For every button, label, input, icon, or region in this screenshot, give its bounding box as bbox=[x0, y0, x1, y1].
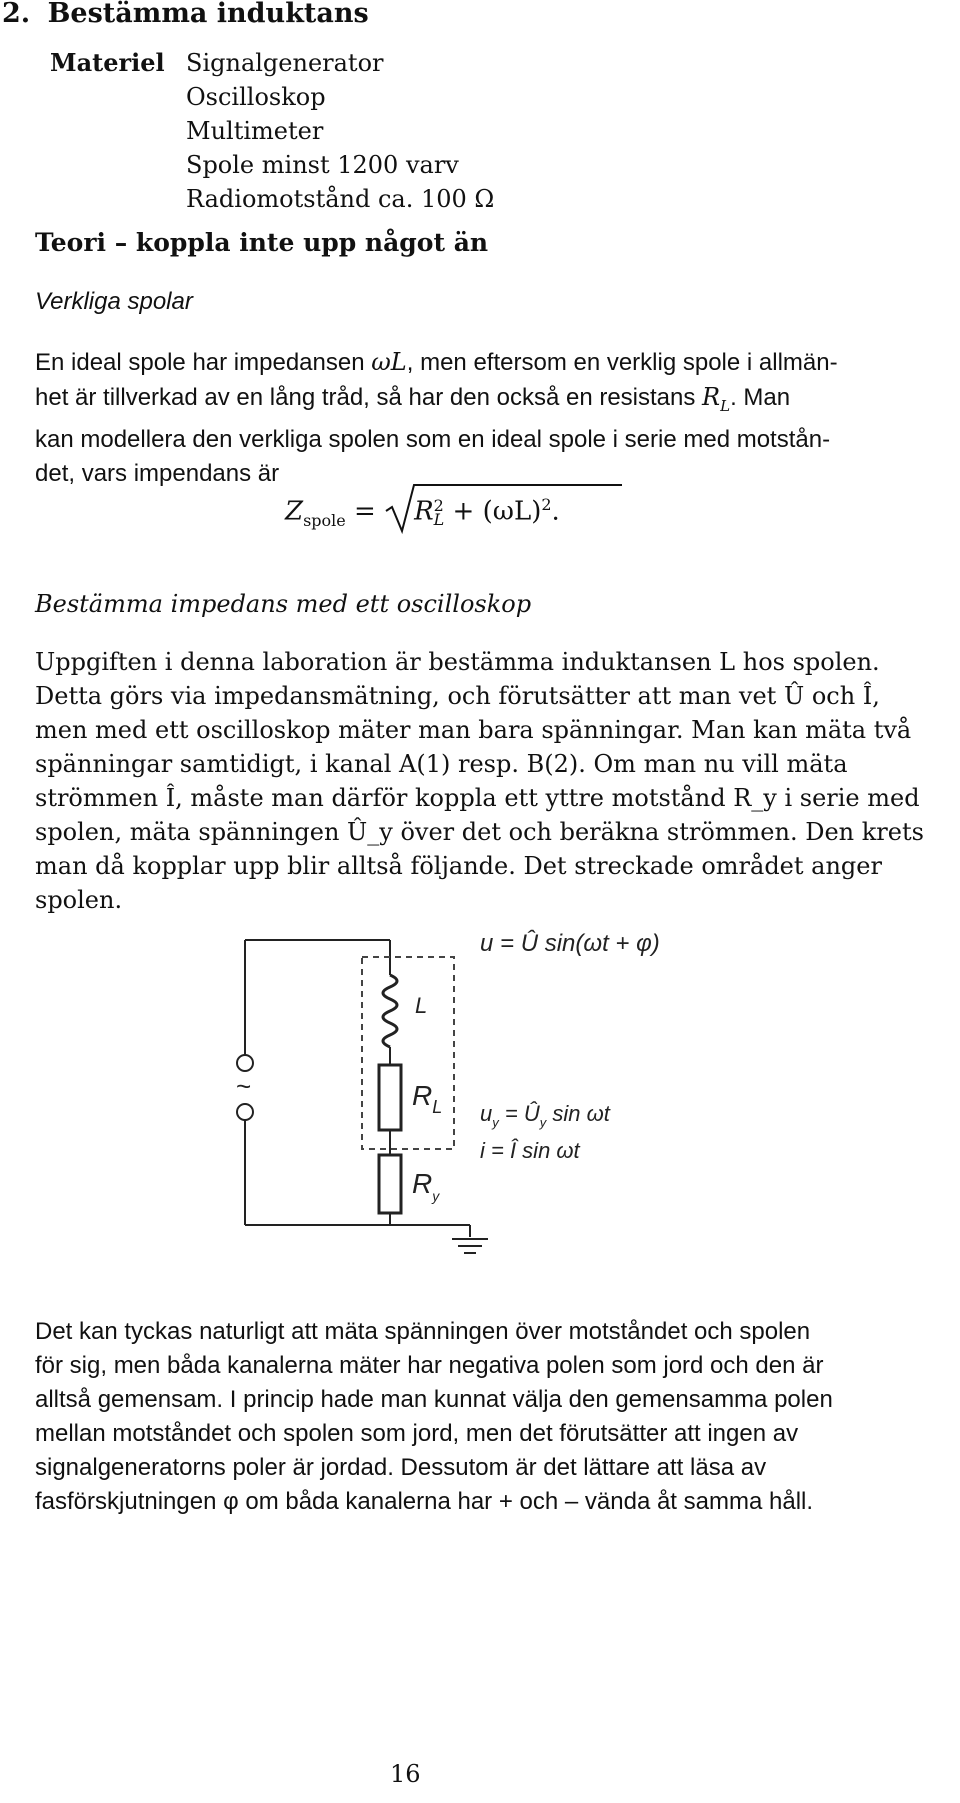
sqrt-expression bbox=[384, 495, 560, 527]
text-line: man då kopplar upp blir alltså följande. Det streckade området anger bbox=[35, 852, 882, 880]
page-number: 16 bbox=[390, 1760, 421, 1788]
eq-lhs: Z bbox=[285, 496, 304, 527]
coil-dashed-region bbox=[362, 957, 454, 1149]
section-heading bbox=[2, 0, 369, 29]
text-line: strömmen Î, måste man därför koppla ett yttre motstånd R_y i serie med bbox=[35, 784, 920, 812]
text-line: det, vars impendans är bbox=[35, 459, 280, 487]
materials-item: Multimeter bbox=[186, 117, 324, 145]
materials-item: Radiomotstånd ca. 100 Ω bbox=[186, 185, 495, 213]
real-coils-paragraph: En ideal spole har impedansen ωL, men eftersom en verklig spole i allmän- het är tillverkad av en lång tråd, så har den också en resistans $R_L$. Man kan modellera den verkliga spolen som en ideal spole i serie med motstån- det, vars impendans är bbox=[35, 345, 930, 491]
text-line: spolen, mäta spänningen Û_y över det och beräkna strömmen. Den krets bbox=[35, 818, 924, 846]
eq-rhs: R bbox=[414, 496, 434, 527]
closing-paragraph bbox=[35, 1315, 930, 1519]
eq-rhs-tail-sup: 2 bbox=[541, 495, 552, 514]
text-line: mellan motståndet och spolen som jord, men det förutsätter att ingen av bbox=[35, 1420, 799, 1447]
real-coils-heading: Verkliga spolar bbox=[35, 288, 193, 315]
theory-heading: Teori – koppla inte upp något än bbox=[35, 228, 489, 257]
uy-formula: $u_y$ = $Û_y$ sin ωt bbox=[480, 1101, 610, 1130]
text-line: kan modellera den verkliga spolen som en ideal spole i serie med motstån- bbox=[35, 425, 831, 453]
text-line: Detta görs via impedansmätning, och förutsätter att man vet Û och Î, bbox=[35, 682, 880, 710]
sqrt-sign-icon bbox=[384, 481, 624, 535]
i-formula: i = Î sin ωt bbox=[480, 1138, 580, 1163]
source-symbol: ~ bbox=[236, 1071, 252, 1101]
materials-item: Spole minst 1200 varv bbox=[186, 151, 459, 179]
text-line: spolen. bbox=[35, 886, 123, 914]
resistor-ry-icon bbox=[379, 1155, 401, 1213]
section-number: 2. bbox=[2, 0, 31, 29]
text-span: . Man bbox=[730, 384, 791, 411]
eq-end: . bbox=[551, 496, 560, 527]
materials-label: Materiel bbox=[50, 48, 165, 77]
source-terminal-icon bbox=[237, 1104, 253, 1120]
impedance-equation bbox=[285, 495, 560, 530]
text-span: het är tillverkad av en lång tråd, så har den också en resistans bbox=[35, 384, 703, 411]
u-formula: u = Û sin(ωt + φ) bbox=[480, 930, 660, 957]
circuit-diagram bbox=[230, 915, 750, 1295]
rl-label: $R_L$ bbox=[412, 1080, 443, 1117]
materials-item: Oscilloskop bbox=[186, 83, 326, 111]
source-terminal-icon bbox=[237, 1055, 253, 1071]
text-line: fasförskjutningen φ om båda kanalerna har + och – vända åt samma håll. bbox=[35, 1488, 814, 1515]
text-line: spänningar samtidigt, i kanal A(1) resp. B(2). Om man nu vill mäta bbox=[35, 750, 848, 778]
text-line: för sig, men båda kanalerna mäter har negativa polen som jord och den är bbox=[35, 1352, 824, 1379]
text-line: signalgeneratorns poler är jordad. Dessutom är det lättare att läsa av bbox=[35, 1454, 767, 1481]
text-line: Uppgiften i denna laboration är bestämma induktansen L hos spolen. bbox=[35, 648, 880, 676]
eq-sign: = bbox=[345, 496, 385, 527]
materials-list bbox=[186, 46, 494, 216]
text-span: , men eftersom en verklig spole i allmän- bbox=[406, 349, 838, 376]
inductor-label: L bbox=[415, 993, 428, 1018]
text-line: Det kan tyckas naturligt att mäta spänningen över motståndet och spolen bbox=[35, 1318, 811, 1345]
text-line: men med ett oscilloskop mäter man bara spänningar. Man kan mäta två bbox=[35, 716, 912, 744]
oscilloscope-paragraph bbox=[35, 645, 930, 917]
text-line: alltså gemensam. I princip hade man kunnat välja den gemensamma polen bbox=[35, 1386, 833, 1413]
ry-label: $R_y$ bbox=[412, 1168, 440, 1204]
eq-rhs-sub: L bbox=[433, 509, 445, 529]
materials-item: Signalgenerator bbox=[186, 49, 384, 77]
inductor-icon bbox=[383, 975, 397, 1047]
resistor-rl-icon bbox=[379, 1065, 401, 1130]
eq-rhs-sup: 2 bbox=[433, 495, 444, 515]
oscilloscope-heading: Bestämma impedans med ett oscilloskop bbox=[35, 590, 532, 618]
eq-lhs-sub: spole bbox=[303, 510, 346, 530]
eq-rhs-tail: + (ωL) bbox=[444, 496, 542, 527]
text-span: En ideal spole har impedansen bbox=[35, 349, 372, 376]
section-title: Bestämma induktans bbox=[47, 0, 369, 29]
